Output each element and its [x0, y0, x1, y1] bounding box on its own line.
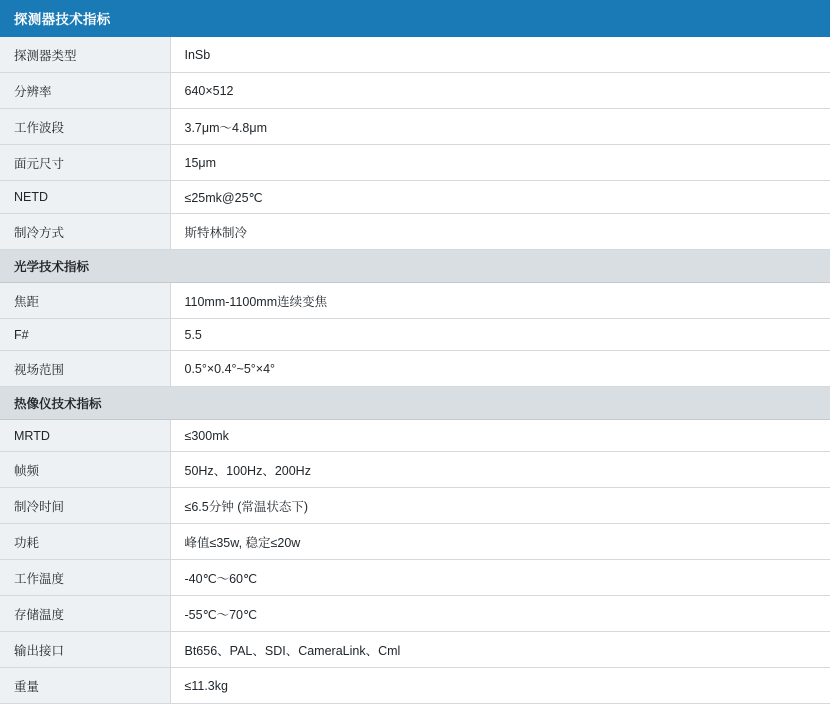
spec-label: MRTD	[0, 420, 170, 452]
spec-value: ≤300mk	[170, 420, 830, 452]
spec-value: 15μm	[170, 145, 830, 181]
spec-label: F#	[0, 319, 170, 351]
spec-label: 制冷时间	[0, 488, 170, 524]
spec-label: 焦距	[0, 283, 170, 319]
spec-label: 工作波段	[0, 109, 170, 145]
spec-label: 探测器类型	[0, 37, 170, 73]
table-header-row	[0, 0, 830, 37]
spec-value: 50Hz、100Hz、200Hz	[170, 452, 830, 488]
table-row	[0, 283, 830, 319]
spec-label: NETD	[0, 181, 170, 214]
table-row	[0, 596, 830, 632]
spec-value: InSb	[170, 37, 830, 73]
spec-label: 面元尺寸	[0, 145, 170, 181]
table-row	[0, 181, 830, 214]
table-row	[0, 668, 830, 704]
spec-value: Bt656、PAL、SDI、CameraLink、Cml	[170, 632, 830, 668]
spec-value: ≤25mk@25℃	[170, 181, 830, 214]
table-row	[0, 420, 830, 452]
table-title: 探测器技术指标	[0, 0, 830, 37]
spec-label: 制冷方式	[0, 214, 170, 250]
table-row	[0, 351, 830, 387]
spec-value: -40℃～60℃	[170, 560, 830, 596]
spec-label: 功耗	[0, 524, 170, 560]
spec-value: 峰值≤35w, 稳定≤20w	[170, 524, 830, 560]
spec-value: 3.7μm～4.8μm	[170, 109, 830, 145]
spec-label: 工作温度	[0, 560, 170, 596]
section-title: 光学技术指标	[0, 250, 830, 283]
table-row	[0, 488, 830, 524]
spec-value: 640×512	[170, 73, 830, 109]
spec-label: 帧频	[0, 452, 170, 488]
spec-label: 重量	[0, 668, 170, 704]
table-row	[0, 73, 830, 109]
table-row	[0, 109, 830, 145]
spec-value: 110mm-1100mm连续变焦	[170, 283, 830, 319]
section-header-row	[0, 387, 830, 420]
table-row	[0, 560, 830, 596]
table-row	[0, 145, 830, 181]
spec-label: 视场范围	[0, 351, 170, 387]
section-header-row	[0, 250, 830, 283]
table-row	[0, 632, 830, 668]
spec-value: ≤6.5分钟 (常温状态下)	[170, 488, 830, 524]
spec-value: 0.5°×0.4°~5°×4°	[170, 351, 830, 387]
table-row	[0, 452, 830, 488]
spec-value: ≤11.3kg	[170, 668, 830, 704]
spec-value: 斯特林制冷	[170, 214, 830, 250]
table-row	[0, 37, 830, 73]
section-title: 热像仪技术指标	[0, 387, 830, 420]
spec-label: 分辨率	[0, 73, 170, 109]
table-row	[0, 319, 830, 351]
table-row	[0, 214, 830, 250]
spec-label: 存储温度	[0, 596, 170, 632]
spec-value: -55℃～70℃	[170, 596, 830, 632]
spec-value: 5.5	[170, 319, 830, 351]
spec-label: 输出接口	[0, 632, 170, 668]
table-row	[0, 524, 830, 560]
